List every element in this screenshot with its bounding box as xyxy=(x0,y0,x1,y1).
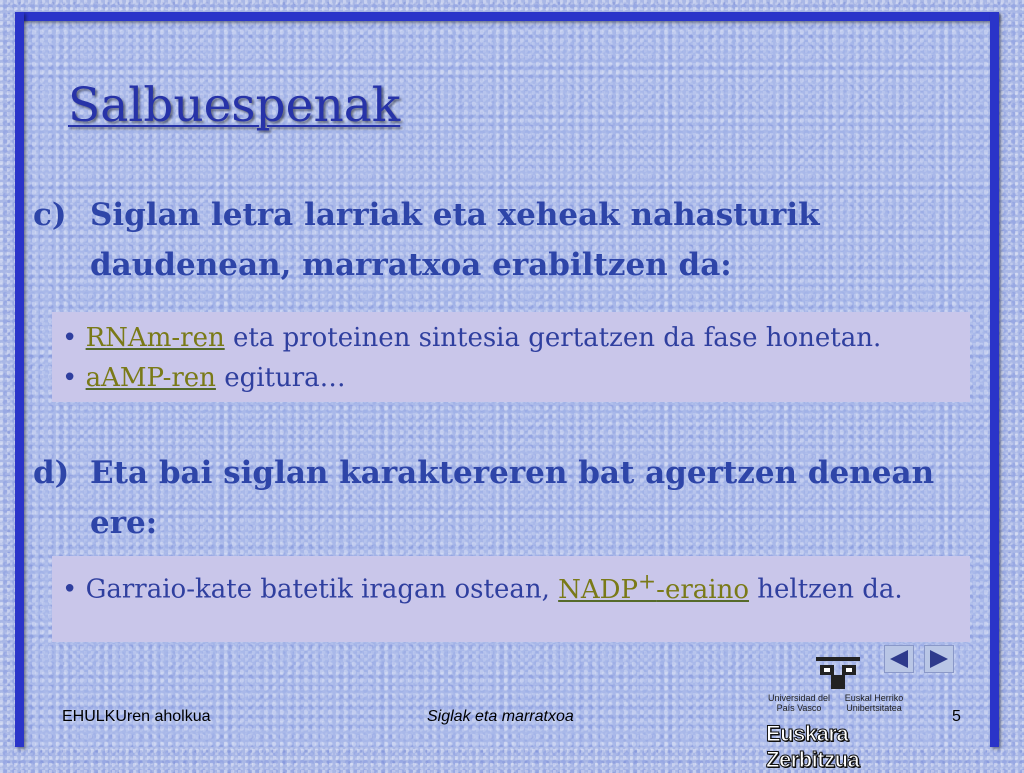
example-item: • aAMP-ren egitura… xyxy=(62,363,346,393)
example-item: • Garraio-kate batetik iragan ostean, NADP+-eraino heltzen da. xyxy=(62,569,903,605)
logo-text-spanish: Universidad del País Vasco xyxy=(767,693,831,713)
acronym-superscript: + xyxy=(638,569,657,594)
section-d-heading xyxy=(33,448,973,548)
section-c-text: Siglan letra larriak eta xeheak nahasturik daudenean, marratxoa erabiltzen da: xyxy=(90,197,820,283)
frame-top-bar xyxy=(15,12,998,21)
example-text: eta proteinen sintesia gertatzen da fase honetan. xyxy=(224,323,882,353)
section-d-text: Eta bai siglan karaktereren bat agertzen denean ere: xyxy=(90,455,935,541)
section-c-marker: c) xyxy=(33,197,67,233)
logo-service-name: Euskara Zerbitzua xyxy=(766,721,860,772)
example-text: heltzen da. xyxy=(748,574,903,605)
footer-center-text: Siglak eta marratxoa xyxy=(427,708,574,725)
logo-text-basque: Euskal Herriko Unibertsitatea xyxy=(844,693,904,713)
example-box-d xyxy=(52,556,970,642)
frame-right-bar xyxy=(990,12,999,747)
upv-ehu-logo-icon xyxy=(816,657,860,691)
acronym-base: NADP xyxy=(558,574,638,605)
example-prefix: Garraio-kate batetik iragan ostean, xyxy=(85,574,559,605)
slide-number: 5 xyxy=(952,708,961,725)
example-item: • RNAm-ren eta proteinen sintesia gertatzen da fase honetan. xyxy=(62,323,882,353)
university-logo xyxy=(760,655,920,772)
next-slide-button[interactable] xyxy=(924,645,954,673)
triangle-right-icon xyxy=(928,649,950,669)
section-c-heading xyxy=(33,190,973,290)
frame-left-bar xyxy=(15,12,24,747)
acronym-suffix: -eraino xyxy=(656,574,749,605)
acronym-highlight: aAMP-ren xyxy=(85,363,216,393)
acronym-highlight: RNAm-ren xyxy=(85,323,225,353)
example-text: egitura… xyxy=(215,363,346,393)
example-box-c xyxy=(52,312,970,402)
acronym-highlight xyxy=(558,569,749,605)
footer-left-text: EHULKUren aholkua xyxy=(62,708,211,725)
slide-title: Salbuespenak xyxy=(68,78,401,133)
section-d-marker: d) xyxy=(33,455,70,491)
